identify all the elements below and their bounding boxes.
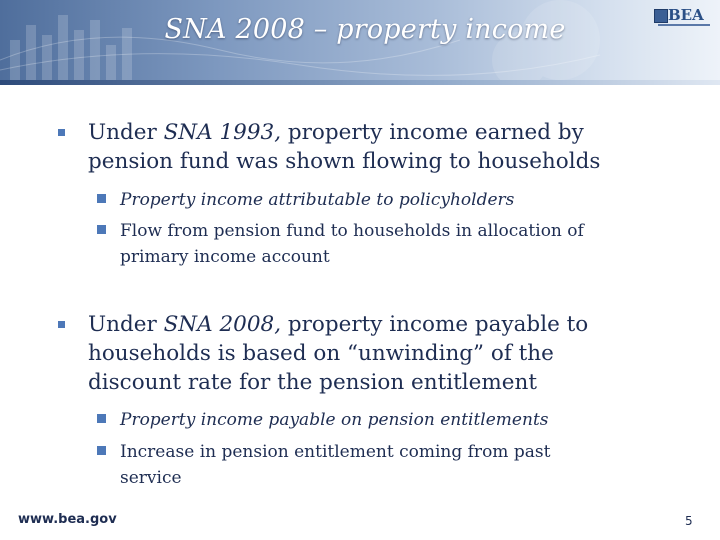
page-number: 5	[685, 514, 693, 528]
sub-bullet-text: Property income payable on pension entitlements	[120, 410, 549, 430]
bea-logo-underline	[658, 24, 710, 26]
slide-title: SNA 2008 – property income	[164, 14, 566, 45]
bullet-1-text: property income earned by	[281, 120, 584, 145]
bullet-2-line3: discount rate for the pension entitlement	[88, 370, 537, 395]
sub-bullet-marker	[97, 446, 106, 455]
sub-bullet-text: Flow from pension fund to households in allocation of	[120, 221, 584, 241]
sub-bullet-text-line2: primary income account	[120, 247, 330, 267]
bullet-1-italic: SNA 1993,	[163, 120, 282, 145]
sub-bullet-marker	[97, 225, 106, 234]
bullet-2-sub-1	[120, 407, 660, 433]
bullet-marker	[58, 129, 65, 136]
bea-logo	[650, 6, 710, 26]
bullet-1-prefix: Under	[88, 120, 164, 145]
bullet-2	[88, 310, 668, 397]
bullet-2-sub-2	[120, 439, 660, 491]
sub-bullet-text-line2: service	[120, 468, 182, 488]
footer-url-link[interactable]: www.bea.gov	[18, 512, 117, 527]
sub-bullet-marker	[97, 414, 106, 423]
sub-bullet-text: Property income attributable to policyholders	[120, 190, 515, 210]
bullet-2-line2: households is based on “unwinding” of the	[88, 341, 554, 366]
bullet-1-sub-2	[120, 218, 660, 270]
bea-logo-icon	[654, 9, 668, 23]
bullet-1-line2: pension fund was shown flowing to households	[88, 149, 601, 174]
bullet-2-prefix: Under	[88, 312, 164, 337]
bullet-2-italic: SNA 2008,	[163, 312, 282, 337]
bea-logo-text: BEA	[668, 6, 704, 24]
bullet-1-sub-1	[120, 187, 660, 213]
sub-bullet-text: Increase in pension entitlement coming from past	[120, 442, 551, 462]
bullet-marker	[58, 321, 65, 328]
sub-bullet-marker	[97, 194, 106, 203]
header-divider	[0, 80, 720, 85]
bullet-1	[88, 118, 668, 176]
bullet-2-text: property income payable to	[281, 312, 589, 337]
slide-header-banner	[0, 0, 720, 80]
